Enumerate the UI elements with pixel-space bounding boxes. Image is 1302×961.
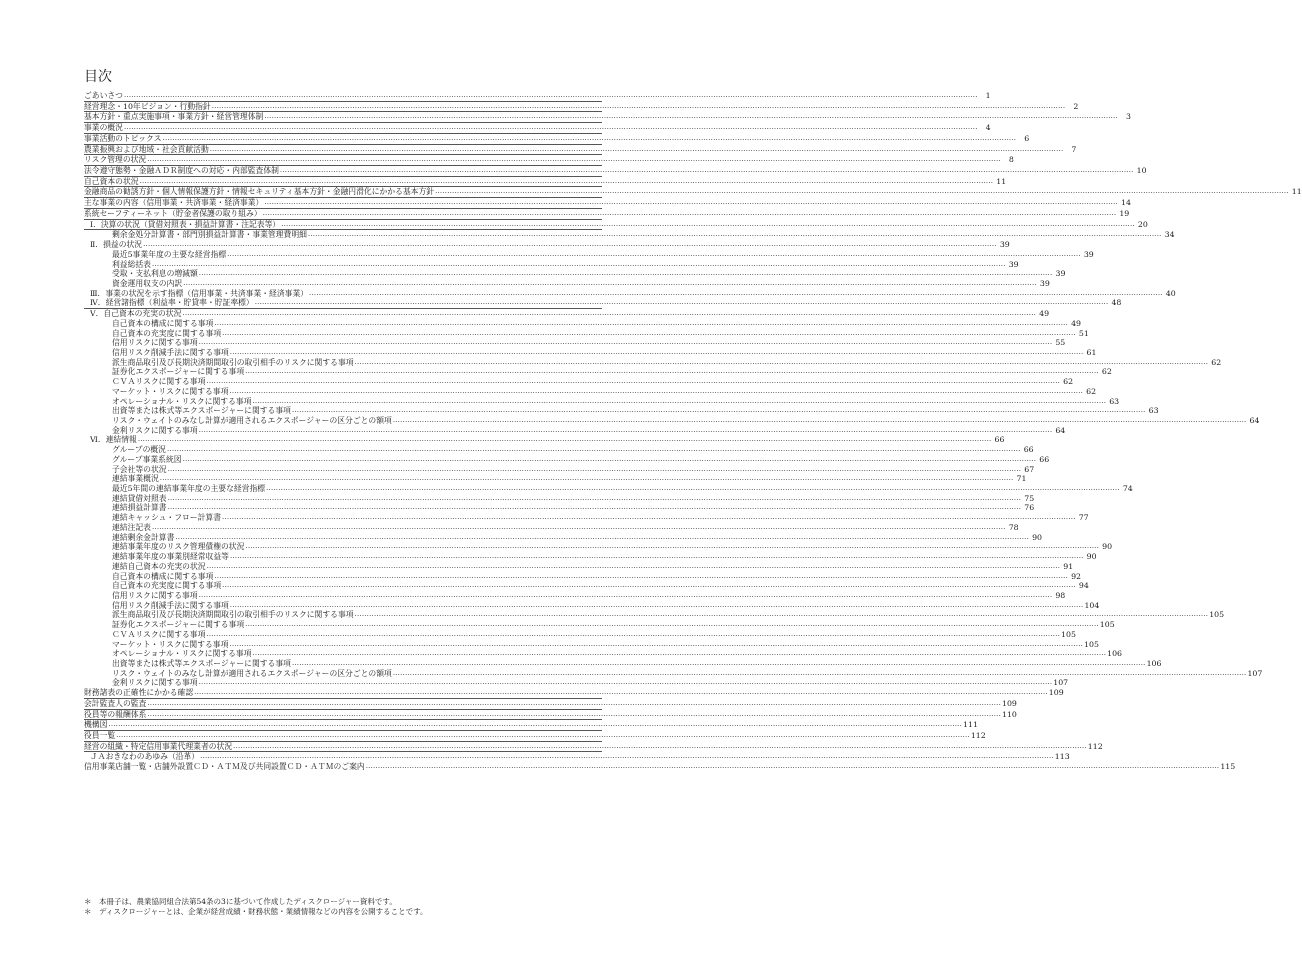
dot-leader — [152, 260, 1006, 270]
toc-entry-label: 出資等または株式等エクスポージャーに関する事項 — [112, 658, 291, 668]
dot-leader — [393, 669, 1247, 679]
toc-entry-page: 92 — [1071, 571, 1081, 581]
toc-entry[interactable] — [84, 600, 1100, 611]
toc-entry-label: 連結事業概況 — [112, 474, 159, 484]
toc-entry[interactable] — [84, 347, 1097, 358]
toc-entry-page: 111 — [963, 720, 978, 730]
toc-entry-page: 112 — [1087, 741, 1103, 751]
dot-leader — [281, 220, 1135, 230]
toc-entry[interactable] — [84, 377, 1074, 387]
toc-entry-label: 連結事業年度のリスク管理債権の状況 — [112, 542, 245, 552]
dot-leader — [230, 601, 1084, 611]
toc-entry-page: 48 — [1111, 298, 1122, 308]
toc-entry[interactable] — [84, 278, 1050, 289]
toc-entry[interactable] — [84, 240, 1010, 250]
toc-entry-page: 90 — [1102, 542, 1113, 552]
dot-leader — [163, 134, 1017, 144]
page-title: 目次 — [84, 69, 112, 85]
toc-entry-label: 主な事業の内容（信用事業・共済事業・経済事業） — [84, 198, 264, 208]
toc-entry[interactable] — [84, 629, 1076, 640]
toc-entry[interactable] — [84, 230, 1175, 240]
toc-entry[interactable] — [84, 386, 1097, 397]
dot-leader — [199, 426, 1053, 436]
dot-leader — [245, 620, 1099, 630]
toc-entry-label: 機構図 — [84, 720, 108, 730]
toc-entry-page: 10 — [1136, 166, 1147, 176]
toc-entry[interactable] — [84, 552, 1097, 562]
toc-entry[interactable] — [84, 198, 1131, 209]
toc-entry[interactable] — [84, 288, 1176, 299]
toc-entry-label: Ⅵ．連結情報 — [90, 435, 137, 445]
toc-entry-label: Ⅰ．決算の状況（貸借対照表・損益計算書・注記表等） — [90, 219, 281, 229]
toc-entry[interactable] — [84, 731, 986, 742]
dot-leader — [222, 329, 1076, 339]
toc-entry-page: 105 — [1099, 620, 1115, 630]
toc-entry-page: 1 — [985, 91, 991, 101]
toc-entry-label: 事業の概況 — [84, 123, 123, 133]
toc-entry-page: 3 — [1126, 112, 1131, 122]
dot-leader — [116, 731, 970, 741]
toc-entry-page: 40 — [1165, 288, 1176, 298]
toc-entry-label: 信用事業店舗一覧・店舗外設置ＣＤ・ＡＴＭ及び共同設置ＣＤ・ＡＴＭのご案内 — [84, 762, 365, 772]
toc-entry[interactable] — [84, 493, 1035, 504]
toc-entry-label: 系統セーフティーネット（貯金者保護の取り組み） — [84, 208, 262, 218]
dot-leader — [435, 187, 1289, 197]
toc-entry[interactable] — [84, 101, 1079, 113]
dot-leader — [292, 659, 1146, 669]
toc-entry-page: 109 — [1048, 688, 1064, 698]
toc-entry-label: 金利リスクに関する事項 — [112, 425, 198, 435]
dot-leader — [309, 289, 1163, 299]
toc-entry-label: 利益総括表 — [112, 259, 151, 269]
toc-entry-label: 派生商品取引及び長期決済期間取引の取引相手のリスクに関する事項 — [112, 357, 354, 367]
toc-entry-page: 115 — [1220, 762, 1236, 772]
toc-entry-page: 67 — [1024, 464, 1035, 474]
toc-entry[interactable] — [84, 678, 1069, 688]
dot-leader — [199, 269, 1053, 279]
toc-entry-label: 自己資本の充実度に関する事項 — [112, 328, 222, 338]
toc-entry-label: 役員等の報酬体系 — [84, 709, 147, 719]
toc-entry-page: 6 — [1024, 133, 1030, 143]
dot-leader — [222, 513, 1076, 523]
toc-entry-page: 8 — [1008, 155, 1014, 165]
toc-entry-page: 62 — [1063, 377, 1074, 387]
toc-entry-page: 77 — [1078, 513, 1089, 523]
dot-leader — [152, 523, 1006, 533]
toc-entry-label: グループの概況 — [112, 445, 166, 455]
dot-leader — [214, 572, 1068, 582]
toc-entry[interactable] — [84, 484, 1133, 494]
toc-entry-label: マーケット・リスクに関する事項 — [112, 639, 229, 649]
dot-leader — [308, 230, 1162, 240]
toc-entry-page: 66 — [994, 435, 1005, 445]
toc-entry-label: 事業活動のトピックス — [84, 133, 162, 143]
toc-entry-page: 39 — [1039, 278, 1050, 288]
toc-entry-page: 78 — [1008, 522, 1019, 532]
dot-leader — [147, 710, 1001, 720]
toc-entry-label: 連結事業年度の事業別経常収益等 — [112, 552, 229, 562]
toc-entry-page: 11 — [996, 176, 1007, 186]
toc-entry-label: 自己資本の構成に関する事項 — [112, 318, 214, 328]
toc-entry-page: 2 — [1073, 101, 1079, 111]
dot-leader — [138, 435, 992, 445]
toc-entry-label: 受取・支払利息の増減額 — [112, 269, 198, 279]
dot-leader — [207, 562, 1061, 572]
toc-entry-page: 39 — [1083, 249, 1094, 259]
toc-entry-label: 財務諸表の正確性にかかる確認 — [84, 688, 194, 698]
toc-entry-label: 自己資本の充実度に関する事項 — [112, 581, 222, 591]
toc-entry-page: 20 — [1137, 219, 1148, 229]
dot-leader — [183, 455, 1037, 465]
toc-entry-label: 経営の組織・特定信用事業代理業者の状況 — [84, 741, 233, 751]
toc-entry-label: 金融商品の勧誘方針・個人情報保護方針・情報セキュリティ基本方針・金融円滑化にかかる基本方針 — [84, 187, 435, 197]
toc-entry-page: 14 — [1121, 198, 1131, 208]
toc-entry-page: 64 — [1249, 416, 1260, 426]
toc-entry-page: 62 — [1086, 386, 1097, 396]
toc-entry-label: 連結貸借対照表 — [112, 493, 167, 503]
toc-entry-label: 自己資本の状況 — [84, 176, 139, 186]
toc-entry-page: 107 — [1053, 678, 1069, 688]
toc-entry[interactable] — [84, 155, 1014, 166]
dot-leader — [222, 581, 1076, 591]
dot-leader — [393, 416, 1247, 426]
toc-entry-page: 90 — [1032, 532, 1043, 542]
dot-leader — [355, 358, 1209, 368]
toc-entry-page: 76 — [1024, 503, 1035, 513]
toc-entry-label: 連結損益計算書 — [112, 503, 167, 513]
toc-entry[interactable] — [84, 658, 1162, 669]
dot-leader — [264, 112, 1118, 122]
toc-entry-label: 連結注記表 — [112, 522, 151, 532]
dot-leader — [252, 397, 1106, 407]
footnote: ＊ ディスクロージャーとは、企業が経営成績・財務状態・業績情報などの内容を公開することです。 — [84, 906, 428, 916]
toc-entry[interactable] — [84, 367, 1112, 377]
toc-entry-label: Ⅱ．損益の状況 — [90, 240, 143, 250]
toc-entry-page: 49 — [1039, 309, 1050, 319]
toc-entry[interactable] — [84, 133, 1030, 145]
toc-entry-label: ＣＶＡリスクに関する事項 — [112, 629, 206, 639]
toc-entry-label: オペレーショナル・リスクに関する事項 — [112, 649, 252, 659]
dot-leader — [199, 678, 1053, 688]
toc-entry-page: 74 — [1122, 484, 1133, 494]
toc-entry[interactable] — [84, 513, 1089, 523]
dot-leader — [366, 762, 1220, 772]
toc-entry-page: 63 — [1109, 396, 1120, 406]
toc-entry-page: 11 — [1291, 187, 1302, 197]
toc-entry[interactable] — [84, 668, 1263, 679]
toc-entry-page: 106 — [1146, 658, 1162, 668]
dot-leader — [214, 319, 1068, 329]
toc-entry-page: 4 — [985, 123, 991, 133]
toc-entry-page: 55 — [1055, 338, 1066, 348]
toc-entry-label: 基本方針・重点実施事項・事業方針・経営管理体制 — [84, 112, 264, 122]
toc-entry-page: 109 — [1002, 698, 1017, 708]
table-of-contents — [84, 91, 1302, 772]
dot-leader — [160, 474, 1014, 484]
toc-entry-label: 会計監査人の監査 — [84, 698, 147, 708]
toc-entry-label: マーケット・リスクに関する事項 — [112, 386, 229, 396]
toc-entry[interactable] — [84, 176, 1007, 188]
toc-entry[interactable] — [84, 590, 1066, 601]
dot-leader — [212, 102, 1066, 112]
toc-entry[interactable] — [84, 752, 1070, 762]
toc-entry-page: 39 — [1008, 259, 1019, 269]
toc-entry-label: 証券化エクスポージャーに関する事項 — [112, 620, 245, 630]
toc-entry-label: Ⅴ．自己資本の充実の状況 — [90, 309, 182, 319]
toc-entry-label: 資金運用収支の内訳 — [112, 278, 183, 288]
toc-entry[interactable] — [84, 522, 1019, 533]
dot-leader — [264, 198, 1118, 208]
toc-entry[interactable] — [84, 571, 1081, 582]
dot-leader — [230, 348, 1084, 358]
toc-entry-page: 7 — [1071, 144, 1077, 154]
toc-entry[interactable] — [84, 396, 1120, 407]
dot-leader — [355, 610, 1209, 620]
toc-entry-label: 経営理念・10年ビジョン・行動指針 — [84, 101, 211, 111]
toc-entry-label: 証券化エクスポージャーに関する事項 — [112, 367, 245, 377]
toc-entry[interactable] — [84, 581, 1089, 591]
toc-entry[interactable] — [84, 720, 978, 731]
toc-entry-page: 98 — [1055, 590, 1066, 600]
toc-entry-page: 66 — [1039, 454, 1050, 464]
dot-leader — [280, 166, 1134, 176]
toc-entry-label: ＪＡおきなわのあゆみ（沿革） — [90, 752, 200, 762]
toc-entry[interactable] — [84, 144, 1077, 156]
dot-leader — [230, 552, 1084, 562]
toc-entry[interactable] — [84, 123, 991, 134]
toc-entry[interactable] — [84, 474, 1027, 484]
toc-entry[interactable] — [84, 698, 1017, 710]
toc-entry-page: 105 — [1209, 610, 1225, 620]
toc-entry-label: 最近5年間の連結事業年度の主要な経営指標 — [112, 484, 266, 494]
toc-entry[interactable] — [84, 219, 1148, 231]
toc-entry-page: 19 — [1119, 208, 1130, 218]
toc-entry[interactable] — [84, 112, 1131, 123]
toc-entry-page: 39 — [1055, 269, 1066, 279]
toc-entry[interactable] — [84, 416, 1260, 426]
toc-entry-page: 106 — [1107, 649, 1123, 659]
toc-entry-label: 最近5事業年度の主要な経営指標 — [112, 249, 227, 259]
toc-entry-page: 61 — [1086, 347, 1097, 357]
toc-entry[interactable] — [84, 249, 1094, 260]
toc-entry-label: Ⅳ．経営諸指標（利益率・貯貸率・貯証率標） — [90, 298, 254, 308]
toc-entry-label: 役員一覧 — [84, 731, 116, 741]
toc-entry-label: オペレーショナル・リスクに関する事項 — [112, 396, 252, 406]
dot-leader — [199, 338, 1053, 348]
toc-entry-page: 90 — [1086, 552, 1097, 562]
toc-entry-label: 信用リスクに関する事項 — [112, 338, 198, 348]
toc-entry[interactable] — [84, 649, 1123, 659]
dot-leader — [233, 742, 1087, 752]
dot-leader — [227, 250, 1081, 260]
dot-leader — [210, 145, 1064, 155]
dot-leader — [108, 720, 962, 730]
toc-entry-label: 農業振興および地域・社会貢献活動 — [84, 144, 209, 154]
toc-entry[interactable] — [84, 709, 1017, 721]
toc-entry-label: ごあいさつ — [84, 91, 123, 101]
dot-leader — [175, 533, 1029, 543]
toc-entry-label: 連結キャッシュ・フロー計算書 — [112, 513, 221, 523]
toc-entry-page: 107 — [1247, 668, 1263, 678]
dot-leader — [183, 279, 1037, 289]
toc-entry[interactable] — [84, 542, 1113, 552]
dot-leader — [292, 406, 1146, 416]
toc-entry-page: 113 — [1054, 752, 1070, 762]
dot-leader — [147, 155, 1001, 165]
toc-entry-page: 63 — [1148, 406, 1159, 416]
dot-leader — [255, 298, 1109, 308]
footnote: ＊ 本冊子は、農業協同組合法第54条の3に基づいて作成したディスクロージャー資料です。 — [84, 897, 397, 906]
toc-entry-label: 自己資本の構成に関する事項 — [112, 571, 214, 581]
toc-entry-label: 連結自己資本の充実の状況 — [112, 561, 206, 571]
toc-entry-label: 子会社等の状況 — [112, 464, 167, 474]
toc-entry[interactable] — [84, 741, 1103, 753]
toc-entry-page: 71 — [1016, 474, 1027, 484]
toc-entry-page: 91 — [1063, 561, 1074, 571]
dot-leader — [245, 367, 1099, 377]
toc-entry-label: ＣＶＡリスクに関する事項 — [112, 377, 206, 387]
toc-entry[interactable] — [84, 269, 1066, 279]
dot-leader — [124, 91, 978, 101]
dot-leader — [182, 309, 1036, 319]
toc-entry-label: リスク・ウェイトのみなし計算が適用されるエクスポージャーの区分ごとの額項 — [112, 416, 392, 426]
toc-entry[interactable] — [84, 639, 1099, 650]
toc-entry[interactable] — [84, 309, 1050, 319]
dot-leader — [199, 591, 1053, 601]
dot-leader — [229, 640, 1083, 650]
toc-entry-label: 信用リスク削減手法に関する事項 — [112, 347, 229, 357]
toc-entry-page: 62 — [1211, 357, 1222, 367]
dot-leader — [168, 465, 1022, 475]
toc-entry[interactable] — [84, 259, 1019, 270]
dot-leader — [266, 484, 1120, 494]
dot-leader — [167, 445, 1021, 455]
toc-entry[interactable] — [84, 328, 1089, 339]
footnotes — [84, 897, 602, 916]
toc-entry[interactable] — [84, 445, 1034, 455]
toc-entry[interactable] — [84, 620, 1115, 630]
toc-entry[interactable] — [84, 298, 1122, 309]
toc-entry[interactable] — [84, 318, 1081, 329]
dot-leader — [143, 240, 997, 250]
toc-entry[interactable] — [84, 464, 1035, 475]
toc-entry[interactable] — [84, 532, 1043, 543]
toc-entry-page: 94 — [1078, 581, 1089, 591]
dot-leader — [206, 377, 1060, 387]
toc-entry-page: 105 — [1084, 639, 1099, 649]
dot-leader — [263, 209, 1117, 219]
toc-entry[interactable] — [84, 91, 991, 102]
toc-entry-label: 金利リスクに関する事項 — [112, 678, 198, 688]
toc-entry[interactable] — [84, 688, 1064, 699]
toc-entry-page: 66 — [1023, 445, 1034, 455]
toc-entry-label: 信用リスク削減手法に関する事項 — [112, 600, 229, 610]
dot-leader — [140, 177, 994, 187]
toc-entry[interactable] — [84, 425, 1066, 436]
dot-leader — [245, 542, 1099, 552]
toc-entry[interactable] — [84, 338, 1066, 348]
toc-entry[interactable] — [84, 454, 1050, 465]
toc-entry-label: グループ事業系統図 — [112, 454, 182, 464]
toc-entry-page: 75 — [1024, 493, 1035, 503]
toc-entry-label: 連結剰余金計算書 — [112, 532, 175, 542]
toc-entry-page: 104 — [1084, 600, 1100, 610]
toc-entry[interactable] — [84, 762, 1236, 772]
toc-entry[interactable] — [84, 187, 1302, 198]
toc-entry-label: Ⅲ．事業の状況を示す指標（信用事業・共済事業・経済事業） — [90, 288, 309, 298]
toc-entry-label: 剰余金処分計算書・部門別損益計算書・事業管理費明細 — [112, 230, 307, 240]
dot-leader — [206, 630, 1060, 640]
toc-entry[interactable] — [84, 406, 1159, 416]
dot-leader — [194, 688, 1048, 698]
toc-entry[interactable] — [84, 435, 1005, 445]
toc-entry[interactable] — [84, 208, 1130, 220]
toc-entry[interactable] — [84, 561, 1074, 572]
toc-entry-page: 34 — [1164, 230, 1175, 240]
toc-entry-label: リスク・ウェイトのみなし計算が適用されるエクスポージャーの区分ごとの額項 — [112, 668, 392, 678]
toc-entry[interactable] — [84, 503, 1035, 513]
toc-entry-label: 出資等または株式等エクスポージャーに関する事項 — [112, 406, 291, 416]
toc-entry-page: 39 — [999, 240, 1010, 250]
dot-leader — [124, 123, 978, 133]
toc-entry-page: 49 — [1071, 318, 1081, 328]
toc-entry-page: 112 — [970, 731, 986, 741]
toc-entry-label: 信用リスクに関する事項 — [112, 590, 198, 600]
dot-leader — [147, 699, 1001, 709]
toc-entry[interactable] — [84, 357, 1222, 368]
toc-entry-label: 派生商品取引及び長期決済期間取引の取引相手のリスクに関する事項 — [112, 610, 354, 620]
toc-entry-page: 110 — [1002, 709, 1017, 719]
dot-leader — [168, 503, 1022, 513]
dot-leader — [229, 387, 1083, 397]
dot-leader — [168, 494, 1022, 504]
dot-leader — [252, 649, 1106, 659]
toc-entry-label: 法令遵守態勢・金融ＡＤＲ制度への対応・内部監査体制 — [84, 166, 279, 176]
toc-entry-page: 62 — [1101, 367, 1112, 377]
toc-entry[interactable] — [84, 166, 1147, 177]
toc-entry-label: リスク管理の状況 — [84, 155, 147, 165]
toc-entry[interactable] — [84, 610, 1225, 620]
toc-entry-page: 51 — [1078, 328, 1089, 338]
dot-leader — [200, 752, 1054, 762]
toc-entry-page: 64 — [1055, 425, 1066, 435]
toc-entry-page: 105 — [1061, 629, 1076, 639]
